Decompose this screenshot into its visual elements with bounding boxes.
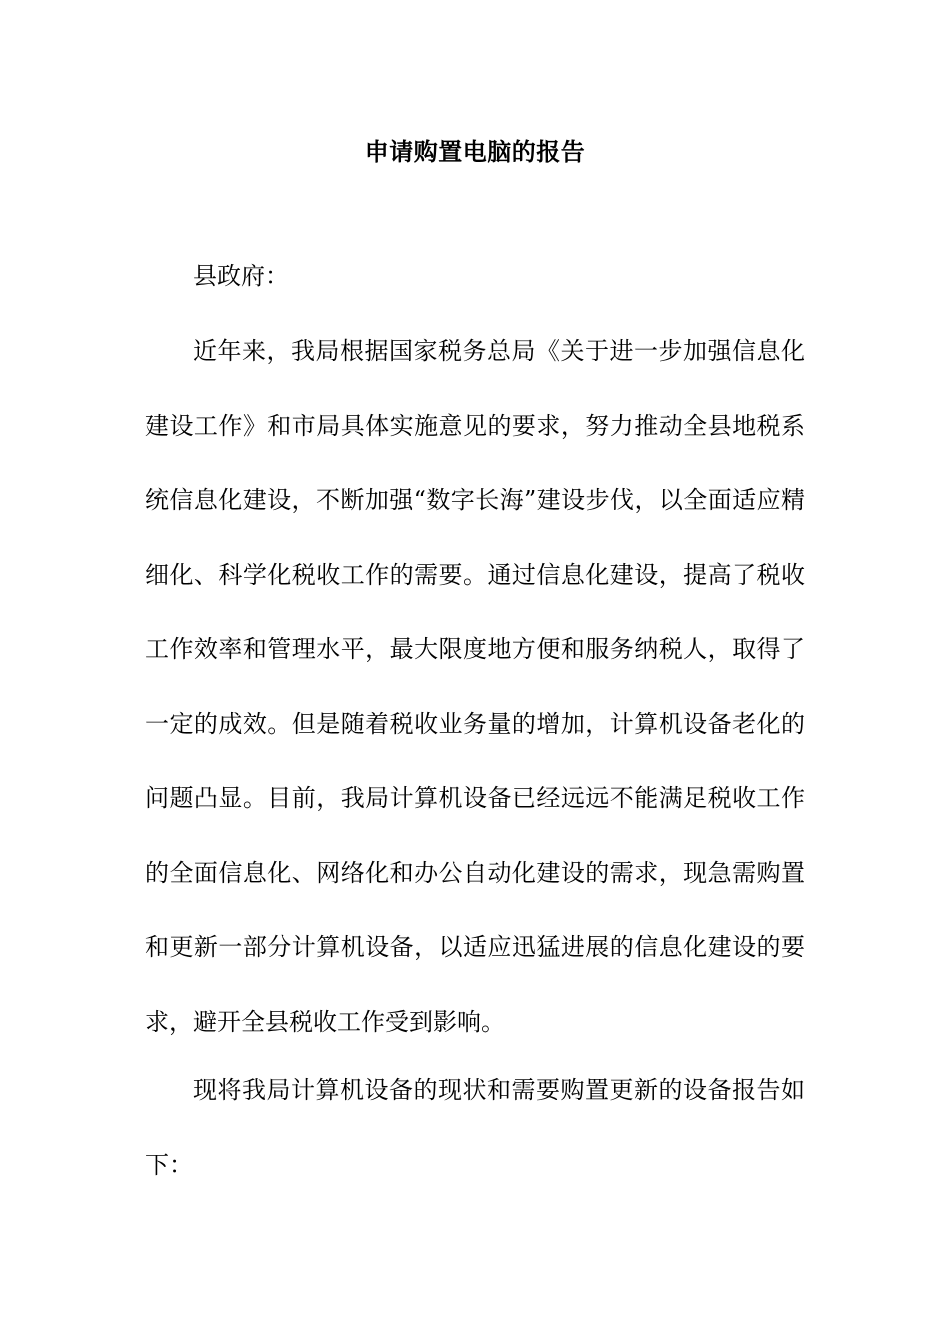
paragraph-text: 近年来，我局根据国家税务总局《关于进一步加强信息化建设工作》和市局具体实施意见的要求，努力推动全县地税系统信息化建设，不断加强“数字长海”建设步伐，以全面适应精细化、科学化税收工作的需要。通过信息化建设，提高了税收工作效率和管理水平，最大限度地方便和服务纳税人，取得了一定的成效。但是随着税收业务量的增加，计算机设备老化的问题凸显。目前，我局计算机设备已经远远不能满足税收工作的全面信息化、网络化和办公自动化建设的需求，现急需购置和更新一部分计算机设备，以适应迅猛进展的信息化建设的要求，避开全县税收工作受到影响。 (145, 337, 805, 1036)
salutation: 县政府： (193, 262, 289, 290)
document-title: 申请购置电脑的报告 (364, 137, 586, 166)
body-paragraph-2 (145, 1053, 805, 1202)
paragraph-text: 现将我局计算机设备的现状和需要购置更新的设备报告如下： (145, 1076, 805, 1179)
body-paragraph-1 (145, 314, 805, 1059)
